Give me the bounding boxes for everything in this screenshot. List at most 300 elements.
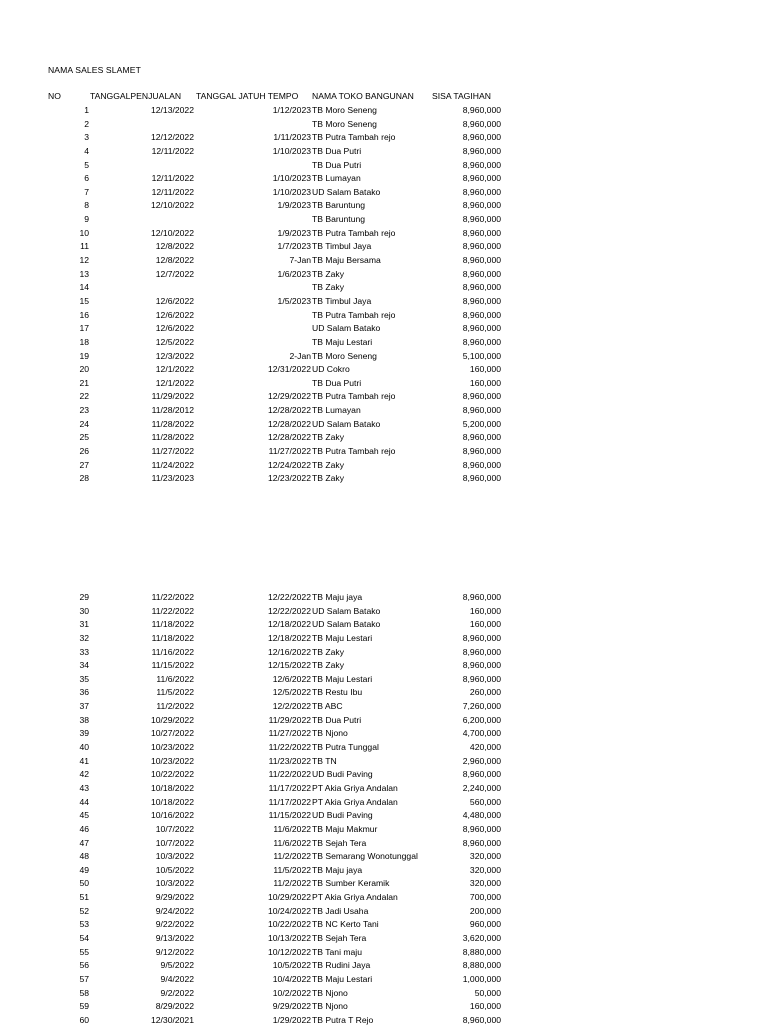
cell-tanggal-penjualan: 12/1/2022 xyxy=(155,377,194,388)
cell-no: 49 xyxy=(79,864,89,875)
cell-tanggal-penjualan: 10/3/2022 xyxy=(155,878,194,889)
cell-nama-toko: TB Zaky xyxy=(312,268,344,279)
cell-nama-toko: UD Salam Batako xyxy=(312,418,381,429)
table-row xyxy=(0,350,768,364)
cell-nama-toko: TB Restu Ibu xyxy=(312,687,363,698)
cell-no: 17 xyxy=(79,323,89,334)
table-row xyxy=(0,268,768,282)
cell-no: 2 xyxy=(84,118,89,129)
cell-sisa-tagihan: 8,960,000 xyxy=(462,268,501,279)
cell-nama-toko: TB Baruntung xyxy=(312,200,366,211)
cell-tanggal-jatuh-tempo: 11/22/2022 xyxy=(268,742,311,753)
cell-sisa-tagihan: 8,960,000 xyxy=(462,200,501,211)
cell-tanggal-penjualan: 9/22/2022 xyxy=(155,919,194,930)
cell-no: 47 xyxy=(79,837,89,848)
cell-tanggal-penjualan: 11/28/2012 xyxy=(151,405,194,416)
cell-no: 42 xyxy=(79,769,89,780)
cell-sisa-tagihan: 3,620,000 xyxy=(462,933,501,944)
cell-no: 27 xyxy=(79,459,89,470)
cell-nama-toko: PT Akia Griya Andalan xyxy=(312,782,398,793)
cell-tanggal-penjualan: 12/6/2022 xyxy=(155,309,194,320)
header-sisa-tagihan: SISA TAGIHAN xyxy=(432,91,491,101)
cell-tanggal-jatuh-tempo: 1/9/2023 xyxy=(277,200,311,211)
table-row xyxy=(0,213,768,227)
cell-tanggal-penjualan: 10/23/2022 xyxy=(150,742,194,753)
cell-tanggal-jatuh-tempo: 11/17/2022 xyxy=(268,796,311,807)
table-row xyxy=(0,459,768,473)
cell-sisa-tagihan: 320,000 xyxy=(469,878,501,889)
cell-sisa-tagihan: 260,000 xyxy=(469,687,501,698)
cell-no: 3 xyxy=(84,132,89,143)
cell-tanggal-penjualan: 10/27/2022 xyxy=(150,728,194,739)
cell-nama-toko: TB Putra Tambah rejo xyxy=(312,227,396,238)
cell-sisa-tagihan: 960,000 xyxy=(469,919,501,930)
cell-nama-toko: TB Tani maju xyxy=(312,946,362,957)
cell-nama-toko: TB Putra Tambah rejo xyxy=(312,391,396,402)
cell-tanggal-penjualan: 9/12/2022 xyxy=(155,946,194,957)
cell-tanggal-penjualan: 11/24/2022 xyxy=(151,459,194,470)
cell-sisa-tagihan: 8,960,000 xyxy=(462,837,501,848)
header-nama-toko: NAMA TOKO BANGUNAN xyxy=(312,91,414,101)
table-row xyxy=(0,104,768,118)
cell-sisa-tagihan: 8,960,000 xyxy=(462,405,501,416)
cell-sisa-tagihan: 8,960,000 xyxy=(462,132,501,143)
table-row xyxy=(0,418,768,432)
cell-tanggal-jatuh-tempo: 12/15/2022 xyxy=(267,660,311,671)
cell-sisa-tagihan: 5,200,000 xyxy=(462,418,501,429)
cell-sisa-tagihan: 320,000 xyxy=(469,851,501,862)
cell-no: 38 xyxy=(79,714,89,725)
cell-sisa-tagihan: 50,000 xyxy=(474,987,501,998)
cell-nama-toko: TB Sejah Tera xyxy=(312,837,367,848)
cell-sisa-tagihan: 8,960,000 xyxy=(462,1014,501,1025)
cell-nama-toko: UD Salam Batako xyxy=(312,186,381,197)
cell-tanggal-penjualan: 12/12/2022 xyxy=(150,132,194,143)
cell-tanggal-jatuh-tempo: 11/6/2022 xyxy=(273,837,311,848)
cell-tanggal-jatuh-tempo: 12/5/2022 xyxy=(272,687,311,698)
table-row xyxy=(0,973,768,987)
cell-nama-toko: TB Putra Tambah rejo xyxy=(312,309,396,320)
cell-tanggal-jatuh-tempo: 1/6/2023 xyxy=(277,268,311,279)
table-row xyxy=(0,281,768,295)
cell-tanggal-jatuh-tempo: 1/12/2023 xyxy=(272,105,311,115)
cell-nama-toko: TB Lumayan xyxy=(312,173,361,184)
cell-no: 56 xyxy=(79,960,89,971)
cell-nama-toko: TB Putra Tunggal xyxy=(312,742,379,753)
cell-no: 18 xyxy=(79,336,89,347)
cell-tanggal-penjualan: 9/29/2022 xyxy=(155,892,194,903)
table-row xyxy=(0,932,768,946)
cell-tanggal-penjualan: 9/5/2022 xyxy=(160,960,194,971)
cell-tanggal-penjualan: 10/18/2022 xyxy=(150,796,194,807)
cell-no: 20 xyxy=(79,364,89,375)
cell-tanggal-jatuh-tempo: 11/2/2022 xyxy=(273,851,311,862)
cell-tanggal-penjualan: 12/11/2022 xyxy=(151,173,194,184)
cell-sisa-tagihan: 8,960,000 xyxy=(462,391,501,402)
cell-tanggal-jatuh-tempo: 10/5/2022 xyxy=(272,960,311,971)
table-row xyxy=(0,445,768,459)
cell-tanggal-jatuh-tempo: 11/29/2022 xyxy=(268,714,311,725)
cell-tanggal-jatuh-tempo: 7-Jan xyxy=(289,255,311,266)
cell-sisa-tagihan: 4,480,000 xyxy=(462,810,501,821)
cell-sisa-tagihan: 8,960,000 xyxy=(462,646,501,657)
cell-no: 57 xyxy=(79,973,89,984)
table-row xyxy=(0,686,768,700)
cell-tanggal-penjualan: 12/10/2022 xyxy=(150,200,194,211)
cell-no: 54 xyxy=(79,933,89,944)
cell-tanggal-jatuh-tempo: 10/12/2022 xyxy=(267,946,311,957)
cell-sisa-tagihan: 8,880,000 xyxy=(462,946,501,957)
cell-nama-toko: TB Zaky xyxy=(312,646,344,657)
cell-sisa-tagihan: 420,000 xyxy=(469,742,501,753)
cell-tanggal-jatuh-tempo: 12/18/2022 xyxy=(267,619,311,630)
cell-tanggal-jatuh-tempo: 1/5/2023 xyxy=(277,295,311,306)
table-row xyxy=(0,809,768,823)
cell-nama-toko: UD Salam Batako xyxy=(312,619,381,630)
cell-sisa-tagihan: 2,960,000 xyxy=(462,755,501,766)
cell-tanggal-jatuh-tempo: 10/29/2022 xyxy=(267,892,311,903)
cell-no: 41 xyxy=(79,755,89,766)
cell-tanggal-penjualan: 10/18/2022 xyxy=(150,782,194,793)
table-row xyxy=(0,796,768,810)
cell-nama-toko: PT Akia Griya Andalan xyxy=(312,796,398,807)
table-row xyxy=(0,1014,768,1028)
cell-no: 5 xyxy=(84,159,89,170)
table-row xyxy=(0,741,768,755)
cell-sisa-tagihan: 700,000 xyxy=(469,892,501,903)
table-row xyxy=(0,850,768,864)
table-row xyxy=(0,591,768,605)
cell-sisa-tagihan: 8,960,000 xyxy=(462,823,501,834)
cell-no: 36 xyxy=(79,687,89,698)
cell-nama-toko: TB Rudini Jaya xyxy=(312,960,371,971)
cell-tanggal-penjualan: 11/28/2022 xyxy=(151,432,194,443)
cell-tanggal-penjualan: 10/3/2022 xyxy=(155,851,194,862)
cell-tanggal-jatuh-tempo: 10/24/2022 xyxy=(267,905,311,916)
cell-nama-toko: TB Lumayan xyxy=(312,405,361,416)
cell-no: 26 xyxy=(79,446,89,457)
cell-nama-toko: TB Zaky xyxy=(312,432,344,443)
cell-tanggal-jatuh-tempo: 12/2/2022 xyxy=(272,701,311,712)
cell-sisa-tagihan: 8,960,000 xyxy=(462,323,501,334)
cell-nama-toko: TB Semarang Wonotunggal xyxy=(312,851,418,862)
cell-sisa-tagihan: 8,960,000 xyxy=(462,432,501,443)
cell-sisa-tagihan: 8,960,000 xyxy=(462,769,501,780)
cell-tanggal-penjualan: 11/22/2022 xyxy=(151,592,194,602)
cell-no: 58 xyxy=(79,987,89,998)
cell-nama-toko: TB TN xyxy=(312,755,337,766)
cell-no: 51 xyxy=(79,892,89,903)
table-row xyxy=(0,336,768,350)
cell-tanggal-jatuh-tempo: 12/22/2022 xyxy=(267,592,311,602)
report-title: NAMA SALES SLAMET xyxy=(48,65,141,75)
table-row xyxy=(0,186,768,200)
cell-sisa-tagihan: 8,960,000 xyxy=(462,660,501,671)
cell-sisa-tagihan: 8,960,000 xyxy=(462,118,501,129)
cell-tanggal-jatuh-tempo: 12/28/2022 xyxy=(267,405,311,416)
cell-nama-toko: TB Maju Lestari xyxy=(312,336,373,347)
cell-nama-toko: TB Jadi Usaha xyxy=(312,905,369,916)
cell-nama-toko: TB Timbul Jaya xyxy=(312,295,372,306)
cell-nama-toko: TB Maju Makmur xyxy=(312,823,378,834)
cell-tanggal-penjualan: 12/30/2021 xyxy=(150,1014,194,1025)
cell-nama-toko: UD Budi Paving xyxy=(312,810,373,821)
cell-sisa-tagihan: 8,960,000 xyxy=(462,673,501,684)
cell-no: 37 xyxy=(79,701,89,712)
cell-sisa-tagihan: 8,960,000 xyxy=(462,592,501,602)
table-row xyxy=(0,632,768,646)
cell-nama-toko: TB Moro Seneng xyxy=(312,105,377,115)
table-row xyxy=(0,377,768,391)
cell-sisa-tagihan: 4,700,000 xyxy=(462,728,501,739)
cell-sisa-tagihan: 560,000 xyxy=(469,796,501,807)
cell-tanggal-penjualan: 11/22/2022 xyxy=(151,605,194,616)
cell-tanggal-penjualan: 10/7/2022 xyxy=(155,837,194,848)
cell-no: 39 xyxy=(79,728,89,739)
table-row xyxy=(0,727,768,741)
cell-no: 14 xyxy=(79,282,89,293)
table-row xyxy=(0,240,768,254)
cell-nama-toko: TB Putra T Rejo xyxy=(312,1014,374,1025)
cell-nama-toko: TB Njono xyxy=(312,987,348,998)
table-row xyxy=(0,159,768,173)
table-row xyxy=(0,768,768,782)
cell-nama-toko: TB Maju Lestari xyxy=(312,632,373,643)
cell-nama-toko: PT Akia Griya Andalan xyxy=(312,892,398,903)
cell-tanggal-penjualan: 11/18/2022 xyxy=(151,619,194,630)
cell-tanggal-penjualan: 11/18/2022 xyxy=(151,632,194,643)
cell-nama-toko: TB ABC xyxy=(312,701,343,712)
table-row xyxy=(0,905,768,919)
cell-tanggal-jatuh-tempo: 2-Jan xyxy=(289,350,311,361)
cell-nama-toko: TB Dua Putri xyxy=(312,714,362,725)
cell-no: 24 xyxy=(79,418,89,429)
cell-tanggal-penjualan: 9/24/2022 xyxy=(155,905,194,916)
cell-tanggal-penjualan: 11/15/2022 xyxy=(151,660,194,671)
cell-sisa-tagihan: 8,960,000 xyxy=(462,446,501,457)
cell-tanggal-jatuh-tempo: 10/4/2022 xyxy=(272,973,311,984)
cell-tanggal-penjualan: 11/2/2022 xyxy=(156,701,194,712)
cell-no: 46 xyxy=(79,823,89,834)
cell-tanggal-penjualan: 11/6/2022 xyxy=(156,673,194,684)
cell-nama-toko: TB Putra Tambah rejo xyxy=(312,132,396,143)
cell-sisa-tagihan: 160,000 xyxy=(469,605,501,616)
cell-sisa-tagihan: 8,960,000 xyxy=(462,105,501,115)
cell-no: 25 xyxy=(79,432,89,443)
table-row xyxy=(0,363,768,377)
cell-sisa-tagihan: 8,960,000 xyxy=(462,186,501,197)
cell-tanggal-penjualan: 11/27/2022 xyxy=(151,446,194,457)
cell-tanggal-penjualan: 12/6/2022 xyxy=(155,295,194,306)
cell-tanggal-penjualan: 12/6/2022 xyxy=(155,323,194,334)
cell-no: 35 xyxy=(79,673,89,684)
cell-no: 44 xyxy=(79,796,89,807)
cell-tanggal-penjualan: 12/11/2022 xyxy=(151,186,194,197)
cell-tanggal-penjualan: 11/29/2022 xyxy=(151,391,194,402)
cell-no: 33 xyxy=(79,646,89,657)
table-row xyxy=(0,755,768,769)
cell-tanggal-penjualan: 9/4/2022 xyxy=(160,973,194,984)
table-row xyxy=(0,131,768,145)
cell-tanggal-jatuh-tempo: 1/9/2023 xyxy=(277,227,311,238)
cell-no: 9 xyxy=(84,214,89,225)
cell-tanggal-penjualan: 11/5/2022 xyxy=(156,687,194,698)
cell-nama-toko: TB Njono xyxy=(312,728,348,739)
cell-no: 11 xyxy=(80,241,89,252)
table-row xyxy=(0,605,768,619)
cell-nama-toko: TB NC Kerto Tani xyxy=(312,919,379,930)
table-row xyxy=(0,987,768,1001)
cell-no: 28 xyxy=(79,473,89,484)
cell-no: 40 xyxy=(79,742,89,753)
cell-tanggal-jatuh-tempo: 12/28/2022 xyxy=(267,432,311,443)
table-row xyxy=(0,782,768,796)
cell-sisa-tagihan: 8,960,000 xyxy=(462,632,501,643)
cell-sisa-tagihan: 160,000 xyxy=(469,619,501,630)
table-row xyxy=(0,227,768,241)
cell-nama-toko: UD Budi Paving xyxy=(312,769,373,780)
cell-nama-toko: TB Sumber Keramik xyxy=(312,878,390,889)
table-row xyxy=(0,946,768,960)
cell-nama-toko: TB Sejah Tera xyxy=(312,933,367,944)
table-row xyxy=(0,618,768,632)
cell-tanggal-jatuh-tempo: 11/5/2022 xyxy=(273,864,311,875)
cell-nama-toko: TB Maju Bersama xyxy=(312,255,381,266)
cell-nama-toko: UD Cokro xyxy=(312,364,350,375)
cell-nama-toko: TB Dua Putri xyxy=(312,159,362,170)
cell-tanggal-jatuh-tempo: 12/31/2022 xyxy=(267,364,311,375)
table-row xyxy=(0,172,768,186)
cell-tanggal-penjualan: 11/28/2022 xyxy=(151,418,194,429)
cell-no: 43 xyxy=(79,782,89,793)
cell-tanggal-penjualan: 10/23/2022 xyxy=(150,755,194,766)
cell-nama-toko: TB Zaky xyxy=(312,282,344,293)
cell-no: 48 xyxy=(79,851,89,862)
cell-nama-toko: TB Dua Putri xyxy=(312,377,362,388)
cell-sisa-tagihan: 7,260,000 xyxy=(462,701,501,712)
cell-no: 59 xyxy=(79,1001,89,1012)
cell-nama-toko: TB Baruntung xyxy=(312,214,366,225)
cell-tanggal-jatuh-tempo: 11/27/2022 xyxy=(268,728,311,739)
cell-no: 15 xyxy=(79,295,89,306)
table-row xyxy=(0,837,768,851)
cell-no: 19 xyxy=(79,350,89,361)
cell-no: 55 xyxy=(79,946,89,957)
cell-no: 22 xyxy=(79,391,89,402)
cell-sisa-tagihan: 8,960,000 xyxy=(462,159,501,170)
cell-nama-toko: TB Putra Tambah rejo xyxy=(312,446,396,457)
cell-sisa-tagihan: 8,960,000 xyxy=(462,227,501,238)
cell-tanggal-penjualan: 12/3/2022 xyxy=(155,350,194,361)
cell-tanggal-jatuh-tempo: 12/6/2022 xyxy=(272,673,311,684)
cell-tanggal-penjualan: 9/2/2022 xyxy=(160,987,194,998)
table-row xyxy=(0,823,768,837)
cell-sisa-tagihan: 8,880,000 xyxy=(462,960,501,971)
table-row xyxy=(0,959,768,973)
cell-tanggal-penjualan: 12/10/2022 xyxy=(150,227,194,238)
cell-tanggal-penjualan: 12/7/2022 xyxy=(155,268,194,279)
cell-tanggal-penjualan: 12/13/2022 xyxy=(150,105,194,115)
table-row xyxy=(0,864,768,878)
cell-sisa-tagihan: 8,960,000 xyxy=(462,173,501,184)
cell-nama-toko: UD Salam Batako xyxy=(312,323,381,334)
cell-nama-toko: TB Dua Putri xyxy=(312,145,362,156)
cell-tanggal-jatuh-tempo: 12/22/2022 xyxy=(267,605,311,616)
cell-sisa-tagihan: 200,000 xyxy=(469,905,501,916)
cell-nama-toko: TB Moro Seneng xyxy=(312,350,377,361)
cell-no: 7 xyxy=(84,186,89,197)
cell-no: 31 xyxy=(79,619,89,630)
table-row xyxy=(0,322,768,336)
cell-nama-toko: TB Njono xyxy=(312,1001,348,1012)
table-row xyxy=(0,295,768,309)
cell-tanggal-jatuh-tempo: 10/2/2022 xyxy=(272,987,311,998)
cell-tanggal-jatuh-tempo: 12/23/2022 xyxy=(267,473,311,484)
cell-tanggal-penjualan: 10/7/2022 xyxy=(155,823,194,834)
cell-nama-toko: TB Maju jaya xyxy=(312,592,363,602)
cell-tanggal-penjualan: 10/16/2022 xyxy=(150,810,194,821)
cell-tanggal-penjualan: 11/16/2022 xyxy=(151,646,194,657)
cell-no: 23 xyxy=(79,405,89,416)
cell-no: 1 xyxy=(84,105,89,115)
cell-no: 16 xyxy=(79,309,89,320)
cell-no: 30 xyxy=(79,605,89,616)
cell-nama-toko: TB Moro Seneng xyxy=(312,118,377,129)
cell-tanggal-jatuh-tempo: 12/24/2022 xyxy=(267,459,311,470)
table-row xyxy=(0,714,768,728)
cell-tanggal-jatuh-tempo: 10/22/2022 xyxy=(267,919,311,930)
cell-sisa-tagihan: 160,000 xyxy=(469,364,501,375)
cell-tanggal-jatuh-tempo: 11/22/2022 xyxy=(268,769,311,780)
cell-no: 34 xyxy=(79,660,89,671)
cell-sisa-tagihan: 8,960,000 xyxy=(462,459,501,470)
cell-no: 12 xyxy=(79,255,89,266)
cell-nama-toko: TB Maju jaya xyxy=(312,864,363,875)
cell-sisa-tagihan: 8,960,000 xyxy=(462,309,501,320)
cell-no: 21 xyxy=(79,377,89,388)
cell-tanggal-penjualan: 12/1/2022 xyxy=(155,364,194,375)
header-tanggal-jatuh-tempo: TANGGAL JATUH TEMPO xyxy=(196,91,299,101)
cell-tanggal-jatuh-tempo: 10/13/2022 xyxy=(267,933,311,944)
table-row xyxy=(0,891,768,905)
cell-tanggal-jatuh-tempo: 12/16/2022 xyxy=(267,646,311,657)
cell-tanggal-jatuh-tempo: 12/29/2022 xyxy=(267,391,311,402)
cell-nama-toko: TB Maju Lestari xyxy=(312,973,373,984)
cell-nama-toko: TB Maju Lestari xyxy=(312,673,373,684)
table-row xyxy=(0,431,768,445)
cell-tanggal-jatuh-tempo: 1/11/2023 xyxy=(273,132,311,143)
cell-sisa-tagihan: 320,000 xyxy=(469,864,501,875)
cell-tanggal-penjualan: 10/22/2022 xyxy=(150,769,194,780)
cell-no: 45 xyxy=(79,810,89,821)
cell-sisa-tagihan: 6,200,000 xyxy=(462,714,501,725)
cell-sisa-tagihan: 160,000 xyxy=(469,1001,501,1012)
cell-nama-toko: TB Timbul Jaya xyxy=(312,241,372,252)
cell-tanggal-penjualan: 11/23/2023 xyxy=(151,473,194,484)
cell-tanggal-penjualan: 9/13/2022 xyxy=(155,933,194,944)
table-row xyxy=(0,1000,768,1014)
table-row xyxy=(0,145,768,159)
cell-tanggal-penjualan: 12/8/2022 xyxy=(155,255,194,266)
cell-tanggal-penjualan: 12/5/2022 xyxy=(155,336,194,347)
cell-no: 8 xyxy=(84,200,89,211)
cell-sisa-tagihan: 2,240,000 xyxy=(462,782,501,793)
cell-tanggal-jatuh-tempo: 11/6/2022 xyxy=(273,823,311,834)
cell-no: 60 xyxy=(79,1014,89,1025)
table-row xyxy=(0,877,768,891)
cell-tanggal-jatuh-tempo: 1/7/2023 xyxy=(277,241,311,252)
cell-tanggal-jatuh-tempo: 1/29/2022 xyxy=(272,1014,311,1025)
